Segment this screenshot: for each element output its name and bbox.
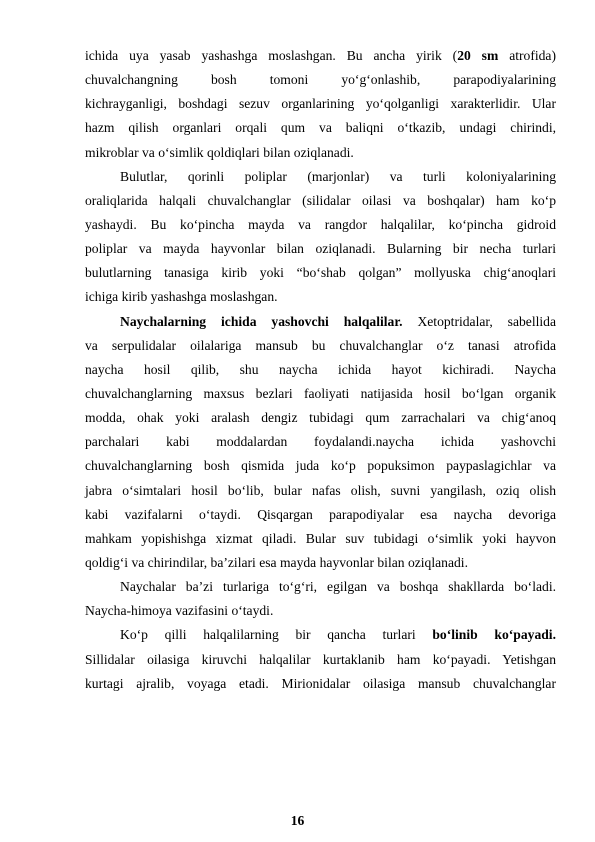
text-line: chuvalchanglarning maxsus bezlari faoliyati natijasida hosil bo‘lgan organik [85,385,556,401]
text-line: va serpulidalar oilalariga mansub bu chuvalchanglar o‘z tanasi atrofida [85,337,556,353]
text-line: Bulutlar, qorinli poliplar (marjonlar) va turli koloniyalarining [120,168,556,184]
text-line: Sillidalar oilasiga kiruvchi halqalilar kurtaklanib ham ko‘payadi. Yetishgan [85,651,556,667]
text-line: chuvalchanglarning bosh qismida juda ko‘p popuksimon paypaslagichlar va [85,458,556,474]
text-line: mikroblar va o‘simlik qoldiqlari bilan oziqlanadi. [85,144,354,160]
text-line: kurtagi ajralib, voyaga etadi. Mirionidalar oilasiga mansub chuvalchanglar [85,675,556,691]
text-line: naycha hosil qilib, shu naycha ichida hayot kichiradi. Naycha [85,361,556,377]
text-line: chuvalchangning bosh tomoni yo‘g‘onlashib, parapodiyalarining [85,72,556,88]
text-line: yashaydi. Bu ko‘pincha mayda va rangdor halqalilar, ko‘pincha gidroid [85,216,556,232]
text-line: qoldig‘i va chirindilar, ba’zilari esa mayda hayvonlar bilan oziqlanadi. [85,554,468,570]
page-number: 16 [290,813,305,828]
bold-term: bo‘linib ko‘payadi. [432,627,556,643]
text-line: poliplar va mayda hayvonlar bilan oziqlanadi. Bularning bir necha turlari [85,241,556,257]
text-line: hazm qilish organlari orqali qum va baliqni o‘tkazib, undagi chirindi, [85,120,556,136]
text-line: jabra o‘simtalari hosil bo‘lib, bular nafas olish, suvni yangilash, oziq olish [85,482,556,498]
text-line: Naycha-himoya vazifasini o‘taydi. [85,603,274,619]
text-line: modda, ohak yoki aralash dengiz tubidagi qum zarrachalari va chig‘anoq [85,410,556,426]
section-heading: Naychalarning ichida yashovchi halqalilar. [120,313,403,329]
document-body [85,44,556,696]
text-line: Naychalar ba’zi turlariga to‘g‘ri, egilgan va boshqa shakllarda bo‘ladi. [120,579,556,595]
text-line: oraliqlarida halqali chuvalchanglar (silidalar oilasi va boshqalar) ham ko‘p [85,192,556,208]
text-line: kichrayganligi, boshdagi sezuv organlarining yo‘qolganligi xarakterlidir. Ular [85,96,556,112]
text-line: mahkam yopishishga xizmat qiladi. Bular suv tubidagi o‘simlik yoki hayvon [85,530,556,546]
bold-size: 20 sm [457,48,499,63]
text-line: ichiga kirib yashashga moslashgan. [85,289,278,305]
text-line: kabi vazifalarni o‘taydi. Qisqargan parapodiyalar esa naycha devoriga [85,506,556,522]
text-line: parchalari kabi moddalardan foydalandi.naycha ichida yashovchi [85,434,556,450]
text-line: Ko‘p qilli halqalilarning bir qancha turlari bo‘linib ko‘payadi. [120,627,556,643]
text-line: Naychalarning ichida yashovchi halqalilar. Xetoptridalar, sabellida [120,313,557,329]
text-line: bulutlarning tanasiga kirib yoki “bo‘shab qolgan” mollyuska chig‘anoqlari [85,265,556,281]
text-line: ichida uya yasab yashashga moslashgan. Bu ancha yirik (20 sm atrofida) [85,48,556,63]
